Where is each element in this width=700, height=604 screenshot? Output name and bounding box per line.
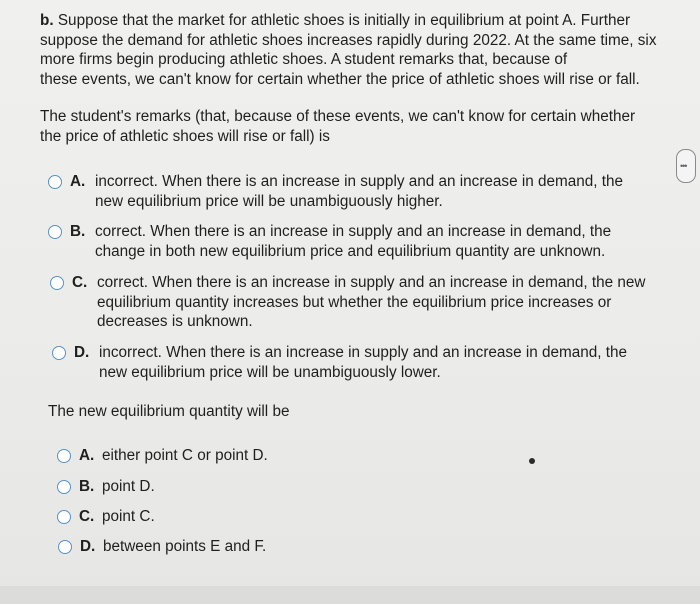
q1-option-b-line-2: change in both new equilibrium price and equilibrium quantity are unknown. (95, 242, 606, 260)
intro-line-2: suppose the demand for athletic shoes increases rapidly during 2022. At the same time, six (40, 31, 657, 49)
q1-option-c-letter: C. (72, 274, 88, 291)
q1-option-a-line-2: new equilibrium price will be unambiguously higher. (95, 192, 443, 210)
bottom-bar (0, 586, 700, 604)
q1-option-d-letter: D. (74, 344, 90, 361)
q1-option-b-letter: B. (70, 223, 86, 240)
q1-option-a-line-1: incorrect. When there is an increase in supply and an increase in demand, the (95, 173, 624, 190)
q1-option-d-line-1: incorrect. When there is an increase in supply and an increase in demand, the (99, 344, 628, 361)
q1-option-a-radio[interactable] (48, 175, 62, 189)
q1-option-a-text (95, 172, 655, 211)
q1-option-a-letter: A. (70, 173, 86, 190)
part-label: b. (40, 12, 54, 29)
q2-option-a-letter: A. (79, 447, 95, 464)
q1-option-c-line-3: decreases is unknown. (97, 313, 253, 331)
bullet-dot (529, 458, 535, 464)
q1-option-b-line-1: correct. When there is an increase in supply and an increase in demand, the (95, 223, 612, 240)
q2-option-d-letter: D. (80, 538, 96, 555)
q2-option-b-radio[interactable] (57, 480, 71, 494)
q2-option-d-text: between points E and F. (103, 538, 267, 555)
q2-option-c-text: point C. (102, 508, 155, 525)
q1-option-c-text (97, 273, 657, 332)
intro-line-1-text: Suppose that the market for athletic shoes is initially in equilibrium at point A. Further (57, 12, 631, 29)
question-intro (40, 11, 680, 89)
q2-option-d-radio[interactable] (58, 540, 72, 554)
q2-option-b-letter: B. (79, 478, 95, 495)
q1-option-b-radio[interactable] (48, 225, 62, 239)
q1-option-c-line-2: equilibrium quantity increases but whether the equilibrium price increases or (97, 293, 612, 311)
q1-option-c-radio[interactable] (50, 276, 64, 290)
drag-handle[interactable] (676, 149, 696, 183)
q2-option-a-radio[interactable] (57, 449, 71, 463)
question1-line-2: the price of athletic shoes will rise or fall) is (40, 127, 330, 145)
q1-option-d-text (99, 343, 659, 382)
q1-option-d-line-2: new equilibrium price will be unambiguously lower. (99, 363, 441, 381)
q1-option-c-line-1: correct. When there is an increase in supply and an increase in demand, the new (97, 274, 646, 291)
q2-option-b-text: point D. (102, 478, 155, 495)
q2-option-c-letter: C. (79, 508, 95, 525)
question2-prompt: The new equilibrium quantity will be (48, 403, 290, 420)
q1-option-d-radio[interactable] (52, 346, 66, 360)
question1-line-1: The student's remarks (that, because of these events, we can't know for certain whether (40, 108, 636, 125)
more-dots-icon: ••• (680, 161, 687, 171)
question1-prompt (40, 107, 650, 146)
intro-line-4: these events, we can't know for certain whether the price of athletic shoes will rise or fall. (40, 70, 640, 88)
q2-option-c-radio[interactable] (57, 510, 71, 524)
q2-option-a-text: either point C or point D. (102, 447, 268, 464)
q1-option-b-text (95, 222, 655, 261)
intro-line-1 (40, 11, 680, 31)
intro-line-3: more firms begin producing athletic shoes. A student remarks that, because of (40, 51, 568, 69)
